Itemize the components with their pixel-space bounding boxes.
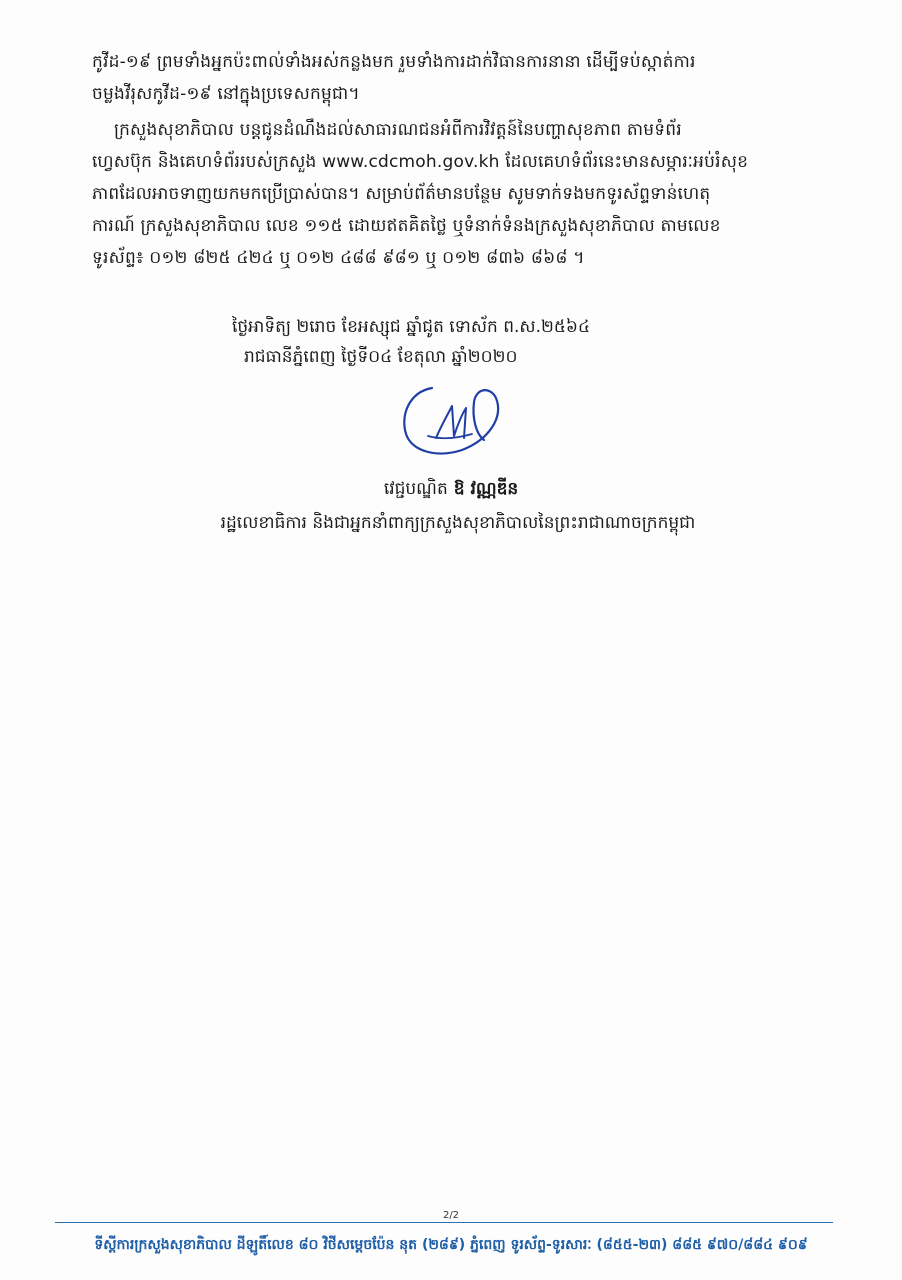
signer-role: រដ្ឋលេខាធិការ និងជាអ្នកនាំពាក្យក្រសួងសុខាភិបាលនៃព្រះរាជាណាចក្រកម្ពុជា (220, 513, 696, 533)
lunar-date: ថ្ងៃអាទិត្យ ២រោច ខែអស្សុជ ឆ្នាំជូត ទោស័ក ព.ស.២៥៦៤ (232, 317, 590, 337)
paragraph-contact-info (92, 114, 832, 274)
text-line: ការណ៍ ក្រសួងសុខាភិបាល លេខ ១១៥ ដោយឥតគិតថ្លៃ ឬទំនាក់ទំនងក្រសួងសុខាភិបាល តាមលេខ (92, 216, 721, 236)
text-line: កូវីដ-១៩ ព្រមទាំងអ្នកប៉ះពាល់ទាំងអស់កន្លងមក រួមទាំងការដាក់វិធានការនានា ដើម្បីទប់ស្កាត់ការ (92, 52, 696, 72)
text-line: ភាពដែលអាចទាញយកមកប្រើប្រាស់បាន។ សម្រាប់ព័ត៌មានបន្ថែម សូមទាក់ទងមកទូរស័ព្ទទាន់ហេតុ (92, 184, 711, 204)
page-number: 2/2 (442, 1210, 460, 1221)
footer-divider (55, 1222, 833, 1223)
text-line: ហ្វេសប៊ុក និងគេហទំព័ររបស់ក្រសួង www.cdcmoh.gov.kh ដែលគេហទំព័រនេះមានសម្ភារៈអប់រំសុខ (92, 152, 749, 172)
signer-name-line (0, 474, 902, 504)
footer-address: ទីស្តីការក្រសួងសុខាភិបាល ដីឡូតិ៍លេខ ៨០ វិថីសម្តេចប៉ែន នុត (២៨៩) ភ្នំពេញ ទូរស័ព្ទ-ទូរសារៈ (៨៥៥-២៣) ៨៨៥ ៩៧០/៨៨៤ ៩០៩ (94, 1237, 808, 1253)
solar-date: រាជធានីភ្នំពេញ ថ្ងៃទី០៤ ខែតុលា ឆ្នាំ២០២០ (244, 347, 518, 367)
date-block (232, 312, 590, 372)
text-line: ក្រសួងសុខាភិបាល បន្តជូនដំណឹងដល់សាធារណជនអំពីការវិវត្តន៍នៃបញ្ហាសុខភាព តាមទំព័រ (114, 120, 682, 140)
signer-title-prefix: វេជ្ជបណ្ឌិត (383, 479, 448, 499)
paragraph-continuation (92, 46, 832, 110)
handwritten-signature (392, 378, 522, 460)
text-line: ចម្លងវីរុសកូវីដ-១៩ នៅក្នុងប្រទេសកម្ពុជា។ (92, 84, 360, 104)
text-line: ទូរស័ព្ទ៖ ០១២ ៨២៥ ៤២៤ ឬ ០១២ ៤៨៨ ៩៨១ ឬ ០១២ ៨៣៦ ៨៦៨ ។ (92, 248, 585, 268)
signer-name: ឱ វណ្ណឌីន (453, 479, 519, 499)
